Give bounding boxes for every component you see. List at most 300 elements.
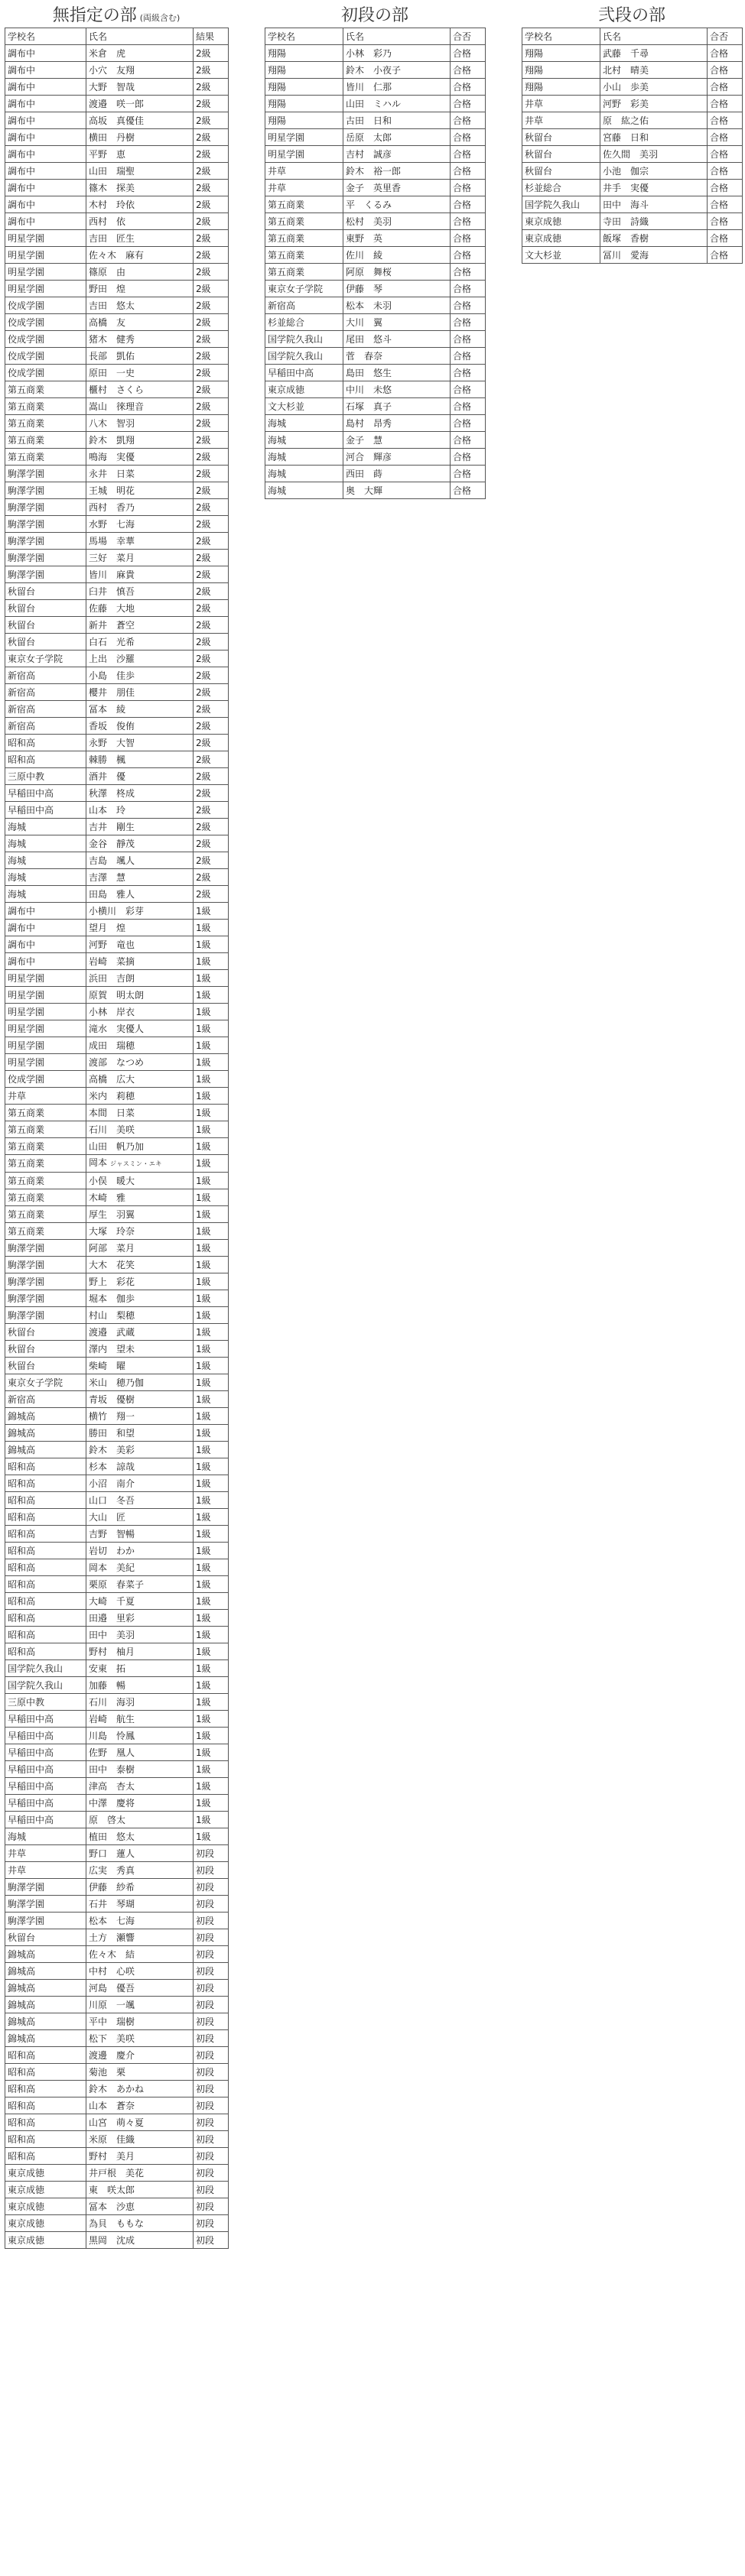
name-cell-text: 小島 佳歩: [89, 670, 135, 681]
result-cell: [194, 146, 229, 163]
result-cell: [194, 449, 229, 466]
school-cell: [5, 264, 86, 281]
name-cell: [86, 936, 194, 953]
school-cell: [5, 1744, 86, 1761]
school-cell: [5, 163, 86, 180]
name-cell-text: 秋澤 柊成: [89, 787, 135, 799]
name-cell-text: 八木 智羽: [89, 417, 135, 429]
name-cell-text: 大塚 玲奈: [89, 1225, 135, 1237]
school-cell: [5, 785, 86, 802]
school-cell: [5, 684, 86, 701]
name-cell-text: 岩崎 航生: [89, 1713, 135, 1724]
school-cell-text: 昭和高: [8, 1494, 36, 1506]
result-cell-text: 1級: [196, 1578, 211, 1590]
table-row: [5, 1997, 229, 2013]
name-cell-text: 米内 莉穂: [89, 1090, 135, 1101]
school-cell: [5, 1862, 86, 1879]
table-row: [5, 348, 229, 365]
panel-title-text: 無指定の部: [52, 6, 137, 25]
school-cell-text: 駒澤学園: [8, 1259, 45, 1270]
name-cell-text: 岡本 美紀: [89, 1562, 135, 1573]
name-cell-text: 大木 花笑: [89, 1259, 135, 1270]
result-cell-text: 2級: [196, 686, 211, 698]
school-cell-text: 秋留台: [8, 1932, 36, 1943]
table-row: [5, 2030, 229, 2047]
school-cell-text: 三原中教: [8, 771, 45, 782]
result-cell: [194, 1037, 229, 1054]
school-cell-text: 錦城高: [8, 1410, 36, 1422]
result-cell: [194, 718, 229, 735]
name-cell: [343, 348, 451, 365]
school-cell-text: 明星学園: [8, 989, 45, 1001]
name-cell-text: 白石 光希: [89, 636, 135, 647]
school-cell: [5, 112, 86, 129]
panel-shodan: [265, 5, 485, 499]
school-cell: [5, 432, 86, 449]
name-cell-text: 金子 英里香: [346, 182, 402, 193]
name-cell: [600, 230, 708, 247]
table-row: [5, 1778, 229, 1795]
name-cell: [86, 1121, 194, 1138]
result-cell: [451, 163, 486, 180]
table-row: [5, 1054, 229, 1071]
result-cell-text: 2級: [196, 720, 211, 732]
result-cell-text: 1級: [196, 1427, 211, 1439]
name-cell: [343, 449, 451, 466]
result-cell: [194, 1660, 229, 1677]
name-cell: [86, 1660, 194, 1677]
result-cell: [194, 381, 229, 398]
result-cell: [194, 835, 229, 852]
table-row: [522, 163, 743, 180]
table-row: [5, 1643, 229, 1660]
result-cell-text: 2級: [196, 804, 211, 816]
table-row: [5, 2148, 229, 2165]
result-cell-text: 2級: [196, 619, 211, 631]
result-cell-text: 合格: [710, 182, 729, 193]
school-cell-text: 昭和高: [8, 2100, 36, 2111]
name-cell-text: 河島 優吾: [89, 1982, 135, 1994]
name-cell-text: 東 咲太郎: [89, 2184, 135, 2195]
result-cell: [194, 751, 229, 768]
result-cell-text: 2級: [196, 586, 211, 597]
school-cell-text: 第五商業: [268, 216, 305, 227]
result-cell-text: 合格: [453, 283, 472, 294]
column-header: 学校名: [522, 28, 600, 45]
name-cell: [86, 2182, 194, 2198]
name-cell-text: 山田 帆乃加: [89, 1140, 145, 1152]
school-cell: [5, 1223, 86, 1240]
school-cell-text: 駒澤学園: [8, 518, 45, 530]
panel-mushitei: [5, 5, 228, 2249]
result-cell: [194, 1105, 229, 1121]
result-cell-text: 2級: [196, 636, 211, 647]
name-cell: [86, 1812, 194, 1828]
school-cell: [265, 112, 343, 129]
school-cell-text: 佼成学園: [8, 316, 45, 328]
name-cell: [86, 1290, 194, 1307]
result-cell: [194, 482, 229, 499]
school-cell-text: 明星学園: [268, 131, 305, 143]
school-cell: [522, 96, 600, 112]
result-cell-text: 1級: [196, 1730, 211, 1741]
name-cell: [86, 1627, 194, 1643]
result-cell-text: 合格: [710, 249, 729, 261]
school-cell-text: 第五商業: [8, 1225, 45, 1237]
results-table: [265, 28, 486, 499]
result-cell-text: 合格: [453, 64, 472, 76]
table-header-row: [5, 28, 229, 45]
result-cell: [708, 180, 743, 196]
table-row: [5, 1559, 229, 1576]
school-cell: [265, 213, 343, 230]
table-row: [522, 96, 743, 112]
name-cell-text: 高橋 広大: [89, 1073, 135, 1085]
name-cell: [86, 331, 194, 348]
name-cell: [343, 112, 451, 129]
school-cell: [5, 129, 86, 146]
name-cell: [86, 852, 194, 869]
name-cell: [86, 1425, 194, 1442]
table-row: [265, 432, 486, 449]
result-cell-text: 初段: [196, 2066, 215, 2078]
name-cell-text: 渡邉 咲一郎: [89, 98, 145, 109]
name-cell-text: 猪木 健秀: [89, 333, 135, 345]
name-cell-text: 佐久間 美羽: [603, 148, 659, 160]
name-cell: [600, 146, 708, 163]
table-row: [5, 1391, 229, 1408]
school-cell-text: 明星学園: [8, 232, 45, 244]
name-cell-text: 高橋 友: [89, 316, 126, 328]
name-cell-text: 飯塚 香樹: [603, 232, 649, 244]
name-cell-text: 金谷 靜茂: [89, 838, 135, 849]
school-cell-text: 昭和高: [8, 1478, 36, 1489]
column-header: 合否: [451, 28, 486, 45]
table-row: [5, 903, 229, 920]
result-cell-text: 初段: [196, 2100, 215, 2111]
result-cell: [194, 1240, 229, 1257]
school-cell-text: 国学院久我山: [525, 199, 581, 210]
result-cell-text: 1級: [196, 1612, 211, 1624]
table-row: [5, 331, 229, 348]
result-cell-text: 1級: [196, 972, 211, 984]
table-row: [265, 247, 486, 264]
school-cell-text: 昭和高: [8, 754, 36, 765]
result-cell-text: 2級: [196, 838, 211, 849]
school-cell: [522, 196, 600, 213]
name-cell: [343, 96, 451, 112]
table-row: [5, 2097, 229, 2114]
name-cell: [600, 79, 708, 96]
school-cell-text: 海城: [8, 855, 27, 866]
table-row: [5, 701, 229, 718]
name-cell: [343, 398, 451, 415]
result-cell: [194, 331, 229, 348]
result-cell: [451, 96, 486, 112]
name-cell-text: 渡部 なつめ: [89, 1056, 145, 1068]
name-cell: [86, 684, 194, 701]
school-cell-text: 昭和高: [8, 1646, 36, 1657]
result-cell: [194, 1442, 229, 1458]
school-cell: [5, 2013, 86, 2030]
name-cell: [86, 499, 194, 516]
school-cell-text: 東京女子学院: [8, 653, 63, 664]
name-cell: [343, 247, 451, 264]
result-cell: [451, 213, 486, 230]
result-cell: [708, 196, 743, 213]
table-row: [522, 180, 743, 196]
result-cell-text: 2級: [196, 434, 211, 446]
result-cell-text: 2級: [196, 871, 211, 883]
result-cell: [451, 348, 486, 365]
school-cell: [5, 1610, 86, 1627]
result-cell-text: 2級: [196, 569, 211, 580]
school-cell: [5, 96, 86, 112]
result-cell: [194, 1509, 229, 1526]
column-header: 氏名: [86, 28, 194, 45]
school-cell-text: 海城: [268, 468, 287, 479]
school-cell-text: 早稲田中高: [8, 1797, 54, 1809]
table-row: [265, 314, 486, 331]
name-cell-text: 原 啓太: [89, 1814, 126, 1825]
name-cell-text: 佐々木 麻有: [89, 249, 145, 261]
name-cell-text: 鈴木 あかね: [89, 2083, 145, 2094]
school-cell-text: 調布中: [8, 182, 36, 193]
school-cell: [265, 415, 343, 432]
name-cell: [86, 1744, 194, 1761]
school-cell-text: 調布中: [8, 148, 36, 160]
school-cell-text: 東京成徳: [8, 2184, 45, 2195]
school-cell-text: 海城: [268, 417, 287, 429]
school-cell: [522, 62, 600, 79]
school-cell-text: 錦城高: [8, 1427, 36, 1439]
school-cell: [5, 449, 86, 466]
school-cell: [5, 2165, 86, 2182]
result-cell-text: 合格: [453, 216, 472, 227]
school-cell: [5, 466, 86, 482]
result-cell: [194, 1492, 229, 1509]
name-cell-text: 原 紘之佑: [603, 115, 649, 126]
result-cell-text: 1級: [196, 1528, 211, 1539]
table-row: [5, 79, 229, 96]
name-cell: [343, 365, 451, 381]
result-cell: [194, 1559, 229, 1576]
name-cell: [86, 819, 194, 835]
result-cell: [194, 2013, 229, 2030]
school-cell-text: 駒澤学園: [8, 468, 45, 479]
result-cell: [194, 1997, 229, 2013]
school-cell: [5, 62, 86, 79]
name-cell: [86, 432, 194, 449]
result-cell: [194, 1980, 229, 1997]
table-row: [5, 297, 229, 314]
name-cell-text: 山本 玲: [89, 804, 126, 816]
school-cell: [5, 499, 86, 516]
result-cell-text: 1級: [196, 1763, 211, 1775]
result-cell-text: 初段: [196, 1965, 215, 1977]
result-cell-text: 合格: [453, 47, 472, 59]
name-cell: [86, 2030, 194, 2047]
name-cell-text: 寺田 詩織: [603, 216, 649, 227]
result-cell-text: 初段: [196, 1982, 215, 1994]
result-cell-text: 2級: [196, 754, 211, 765]
name-cell-text: 厚生 羽翼: [89, 1209, 135, 1220]
result-cell: [194, 533, 229, 550]
school-cell: [5, 987, 86, 1004]
result-cell-text: 2級: [196, 602, 211, 614]
table-row: [5, 146, 229, 163]
table-row: [522, 230, 743, 247]
table-row: [5, 1526, 229, 1543]
name-cell: [86, 903, 194, 920]
table-row: [5, 1946, 229, 1963]
result-cell-text: 2級: [196, 771, 211, 782]
result-cell: [194, 701, 229, 718]
school-cell: [5, 1374, 86, 1391]
table-row: [522, 196, 743, 213]
result-cell-text: 初段: [196, 2150, 215, 2162]
school-cell-text: 海城: [8, 838, 27, 849]
result-cell: [194, 2064, 229, 2081]
table-row: [5, 1155, 229, 1173]
result-cell: [194, 1121, 229, 1138]
school-cell-text: 三原中教: [8, 1696, 45, 1708]
name-cell-text: 大野 智哉: [89, 81, 135, 92]
result-cell-text: 2級: [196, 384, 211, 395]
school-cell: [265, 398, 343, 415]
name-cell: [86, 920, 194, 936]
result-cell-text: 1級: [196, 1175, 211, 1186]
name-cell-text: 安東 拓: [89, 1663, 126, 1674]
name-cell-text: 米倉 虎: [89, 47, 126, 59]
table-row: [5, 718, 229, 735]
school-cell: [5, 1643, 86, 1660]
school-cell: [5, 667, 86, 684]
result-cell-text: 2級: [196, 283, 211, 294]
name-cell-text: 土方 瀬響: [89, 1932, 135, 1943]
school-cell: [5, 835, 86, 852]
result-cell: [194, 1543, 229, 1559]
result-cell-text: 2級: [196, 451, 211, 462]
school-cell: [5, 1324, 86, 1341]
name-cell-text: 佐々木 結: [89, 1948, 135, 1960]
panel-title: [5, 5, 228, 28]
name-cell-text: 河合 輝彦: [346, 451, 392, 462]
name-cell: [86, 1778, 194, 1795]
result-cell-text: 1級: [196, 1797, 211, 1809]
result-cell: [194, 96, 229, 112]
school-cell: [5, 2198, 86, 2215]
table-row: [5, 667, 229, 684]
name-cell: [86, 1324, 194, 1341]
school-cell: [5, 1240, 86, 1257]
result-cell-text: 初段: [196, 1848, 215, 1859]
result-cell: [194, 1879, 229, 1896]
name-cell-text: 山口 冬吾: [89, 1494, 135, 1506]
name-cell-text: 鈴木 凱翔: [89, 434, 135, 446]
result-cell: [194, 1138, 229, 1155]
result-cell-text: 1級: [196, 1192, 211, 1203]
result-cell-text: 1級: [196, 1747, 211, 1758]
result-cell: [451, 264, 486, 281]
name-cell: [86, 146, 194, 163]
result-cell-text: 合格: [710, 165, 729, 177]
result-cell: [194, 869, 229, 886]
result-cell: [451, 230, 486, 247]
name-cell-text: 吉村 誠彦: [346, 148, 392, 160]
name-cell: [343, 79, 451, 96]
name-cell: [86, 264, 194, 281]
school-cell: [5, 1173, 86, 1189]
table-row: [5, 432, 229, 449]
name-cell: [86, 516, 194, 533]
name-cell: [86, 96, 194, 112]
result-cell: [194, 785, 229, 802]
table-row: [5, 180, 229, 196]
school-cell: [265, 331, 343, 348]
name-cell-text: 上出 沙羅: [89, 653, 135, 664]
name-cell: [86, 1105, 194, 1121]
school-cell-text: 調布中: [8, 64, 36, 76]
table-row: [5, 2165, 229, 2182]
name-cell-text: 尾田 悠斗: [346, 333, 392, 345]
result-cell-text: 2級: [196, 81, 211, 92]
result-cell-text: 初段: [196, 1864, 215, 1876]
school-cell-text: 秋留台: [525, 165, 553, 177]
result-cell-text: 1級: [196, 1393, 211, 1405]
name-cell-text: 篠原 由: [89, 266, 126, 277]
column-header: 氏名: [343, 28, 451, 45]
school-cell-text: 昭和高: [8, 1528, 36, 1539]
school-cell: [5, 2131, 86, 2148]
result-cell: [451, 398, 486, 415]
result-cell: [194, 1257, 229, 1273]
school-cell-text: 昭和高: [8, 2066, 36, 2078]
school-cell: [5, 1273, 86, 1290]
result-cell-text: 初段: [196, 2033, 215, 2044]
name-cell: [86, 415, 194, 432]
result-cell: [451, 314, 486, 331]
school-cell-text: 明星学園: [8, 1040, 45, 1051]
school-cell: [5, 1677, 86, 1694]
school-cell: [5, 2182, 86, 2198]
result-cell: [194, 1324, 229, 1341]
table-row: [265, 348, 486, 365]
school-cell: [265, 432, 343, 449]
school-cell: [5, 365, 86, 381]
school-cell-text: 東京成徳: [8, 2218, 45, 2229]
school-cell: [5, 1660, 86, 1677]
table-header-row: [265, 28, 486, 45]
name-cell: [343, 281, 451, 297]
school-cell-text: 昭和高: [8, 2049, 36, 2061]
school-cell: [5, 196, 86, 213]
result-cell-text: 初段: [196, 1932, 215, 1943]
result-cell-text: 1級: [196, 1713, 211, 1724]
name-cell-text: 田中 泰樹: [89, 1763, 135, 1775]
result-cell: [194, 1913, 229, 1929]
result-cell-text: 1級: [196, 1276, 211, 1287]
table-row: [5, 735, 229, 751]
result-cell-text: 1級: [196, 1679, 211, 1691]
school-cell-text: 佼成学園: [8, 1073, 45, 1085]
result-cell: [194, 970, 229, 987]
name-cell-text: 山田 ミハル: [346, 98, 402, 109]
table-row: [522, 129, 743, 146]
school-cell: [265, 96, 343, 112]
name-cell-text: 勝田 和望: [89, 1427, 135, 1439]
table-row: [265, 230, 486, 247]
